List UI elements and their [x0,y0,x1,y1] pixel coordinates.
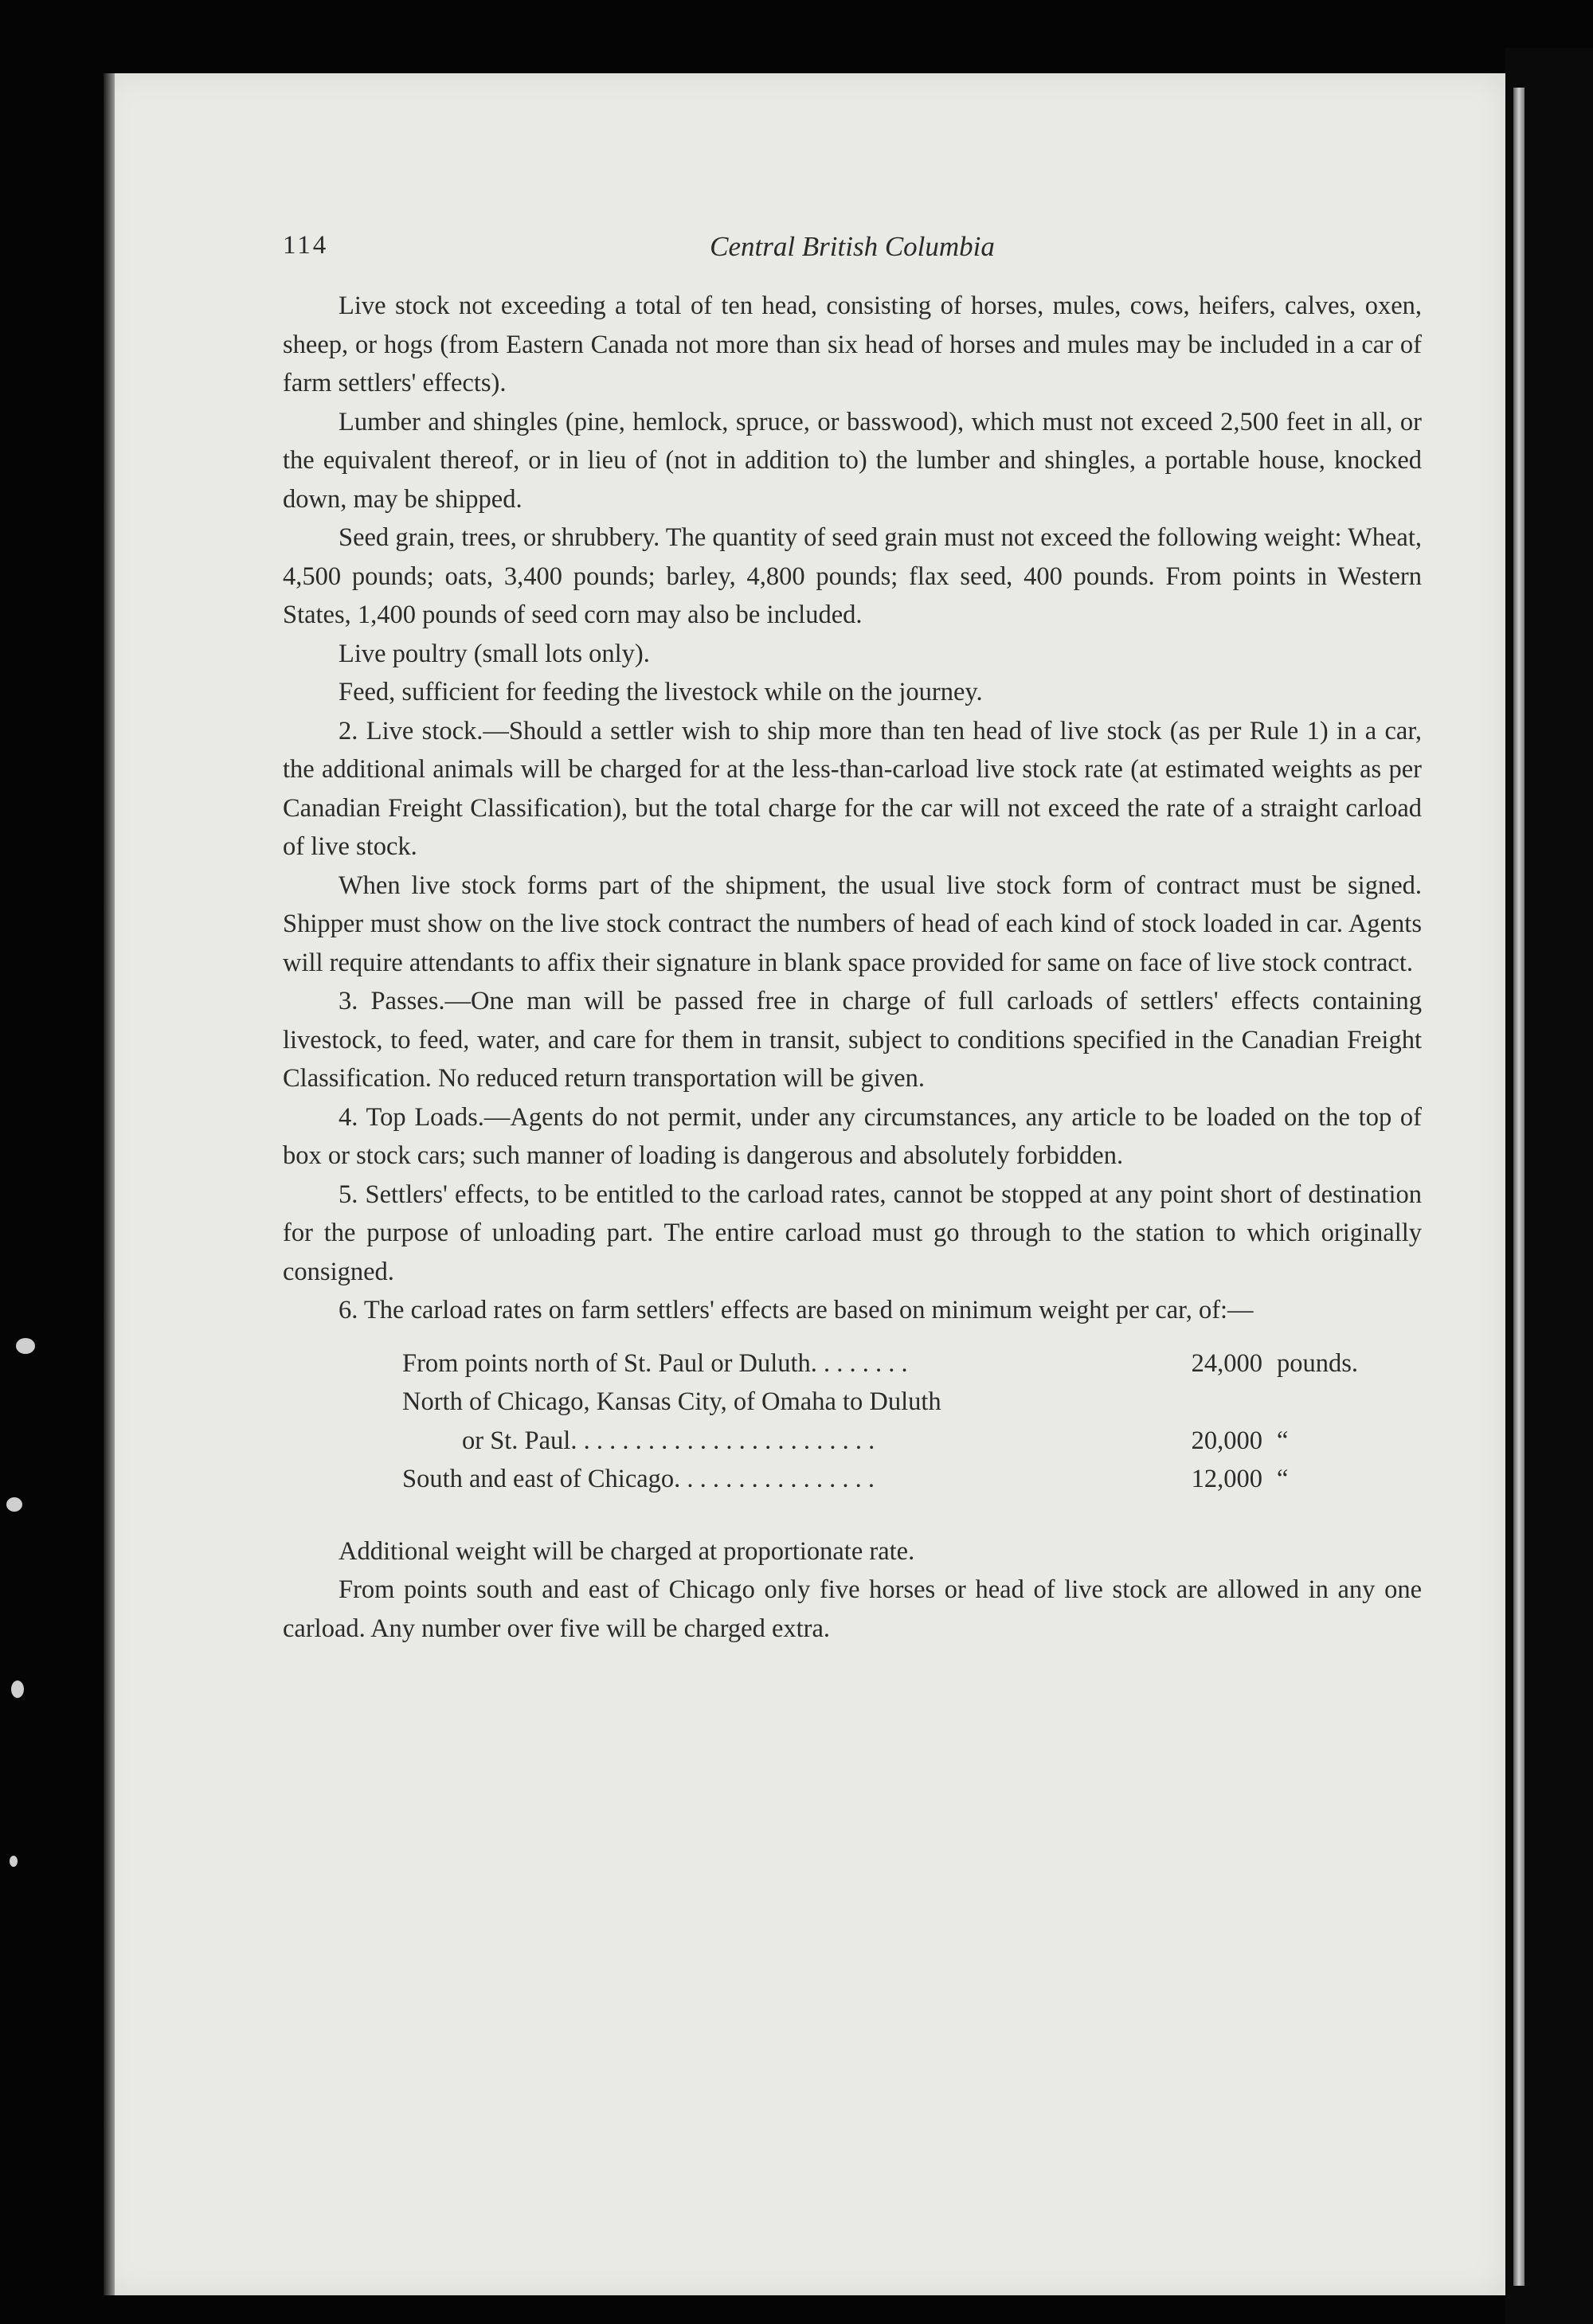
page-gutter-shadow [104,73,115,2295]
paragraph: Seed grain, trees, or shrubbery. The quantity of seed grain must not exceed the following weight: Wheat, 4,500 pounds; oats, 3,400 pounds; barley, 4,800 pounds; flax seed, 400 pounds. From points in Western States, 1,400 pounds of seed corn may also be included. [283,523,1422,629]
scan-speck [6,1497,22,1512]
paragraph: 5. Settlers' effects, to be entitled to the carload rates, cannot be stopped at any point short of destination for the purpose of unloading part. The entire carload must go through to the station to which originally consigned. [283,1180,1422,1286]
paragraph: Live poultry (small lots only). [339,639,650,668]
paragraph: Lumber and shingles (pine, hemlock, spruce, or basswood), which must not exceed 2,500 feet in all, or the equivalent thereof, or in lieu of (not in addition to) the lumber and shingles, a portable house, knocked down, may be shipped. [283,407,1422,514]
paragraph: 6. The carload rates on farm settlers' effects are based on minimum weight per car, of:— [339,1296,1254,1324]
page-header [283,231,1422,271]
minimum-weight-table [402,1344,1358,1499]
paragraph: Additional weight will be charged at proportionate rate. [339,1536,915,1566]
table-origin: South and east of Chicago. . . . . . . . . . . . . . . . [402,1465,875,1493]
scan-speck [10,1856,18,1867]
table-origin: North of Chicago, Kansas City, of Omaha to Duluth [402,1387,941,1416]
table-unit: “ [1276,1426,1289,1455]
table-weight: 20,000 [1191,1426,1262,1455]
paragraph: From points south and east of Chicago only five horses or head of live stock are allowed in any one carload. Any number over five will be charged extra. [283,1575,1422,1643]
table-unit: pounds. [1276,1348,1358,1378]
page-number: 114 [283,231,329,260]
table-row [402,1422,1358,1461]
paragraph: Feed, sufficient for feeding the livestock while on the journey. [339,678,983,706]
table-weight: 24,000 [1191,1348,1262,1378]
table-origin: or St. Paul. . . . . . . . . . . . . . . . . . . . . . . . [462,1426,875,1455]
table-weight: 12,000 [1191,1465,1262,1493]
paragraph: Live stock not exceeding a total of ten head, consisting of horses, mules, cows, heifers, calves, oxen, sheep, or hogs (from Eastern Canada not more than six head of horses and mules may be included in a car of farm settlers' effects). [283,291,1422,397]
table-row [402,1383,1358,1422]
table-row [402,1344,1358,1383]
paragraph: 3. Passes.—One man will be passed free in charge of full carloads of settlers' effects containing livestock, to feed, water, and care for them in transit, subject to conditions specified in the Canadian Freight Classification. No reduced return transportation will be given. [283,987,1422,1093]
table-origin: From points north of St. Paul or Duluth. . . . . . . . [402,1348,908,1378]
scan-speck [11,1680,24,1698]
table-weight [1163,1383,1277,1422]
facing-page-edge [1513,88,1525,2286]
table-unit [1277,1383,1358,1422]
paragraph: When live stock forms part of the shipment, the usual live stock form of contract must be signed. Shipper must show on the live stock contract the numbers of head of each kind of stock loaded in car. Agents will require attendants to affix their signature in blank space provided for same on face of live stock contract. [283,871,1422,977]
table-row [402,1460,1358,1499]
running-title: Central British Columbia [710,231,995,262]
scan-speck [16,1338,35,1354]
page-body [283,287,1422,1648]
table-unit: “ [1276,1465,1289,1493]
paragraph: 2. Live stock.—Should a settler wish to ship more than ten head of live stock (as per Rule 1) in a car, the additional animals will be charged for at the less-than-carload live stock rate (at estimated weights as per Canadian Freight Classification), but the total charge for the car will not exceed the rate of a straight carload of live stock. [283,716,1422,861]
paragraph: 4. Top Loads.—Agents do not permit, under any circumstances, any article to be loaded on the top of box or stock cars; such manner of loading is dangerous and absolutely forbidden. [283,1102,1422,1170]
